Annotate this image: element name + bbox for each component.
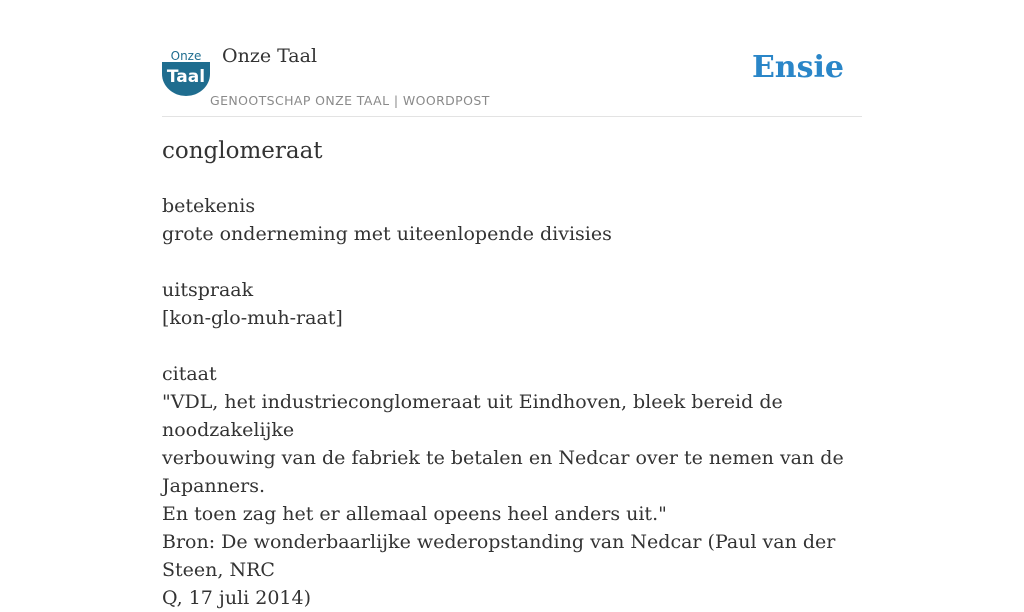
- pronunciation-text: [kon-glo-muh-raat]: [162, 307, 343, 329]
- site-tagline: GENOOTSCHAP ONZE TAAL | WOORDPOST: [210, 93, 490, 108]
- onze-taal-logo-icon[interactable]: [162, 48, 210, 96]
- entry-content: [162, 192, 862, 612]
- meaning-label: betekenis: [162, 195, 256, 217]
- source-line: Q, 17 juli 2014): [162, 587, 312, 609]
- quote-line: En toen zag het er allemaal opeens heel anders uit.": [162, 503, 667, 525]
- pronunciation-label: uitspraak: [162, 279, 254, 301]
- quote-label: citaat: [162, 363, 217, 385]
- svg-text:Taal: Taal: [166, 67, 206, 87]
- page: [162, 0, 862, 609]
- quote-line: verbouwing van de fabriek te betalen en Nedcar over te nemen van de Japanners.: [162, 447, 844, 497]
- spacer: [162, 248, 862, 276]
- source-line: Bron: De wonderbaarlijke wederopstanding van Nedcar (Paul van der Steen, NRC: [162, 531, 836, 581]
- quote-line: "VDL, het industrieconglomeraat uit Eindhoven, bleek bereid de noodzakelijke: [162, 391, 783, 441]
- meaning-text: grote onderneming met uiteenlopende divisies: [162, 223, 612, 245]
- spacer: [162, 332, 862, 360]
- site-name[interactable]: Onze Taal: [222, 45, 318, 67]
- site-header: [162, 0, 862, 117]
- word-title: conglomeraat: [162, 138, 323, 164]
- svg-text:Onze: Onze: [170, 49, 202, 63]
- ensie-brand-logo[interactable]: Ensie: [751, 50, 844, 85]
